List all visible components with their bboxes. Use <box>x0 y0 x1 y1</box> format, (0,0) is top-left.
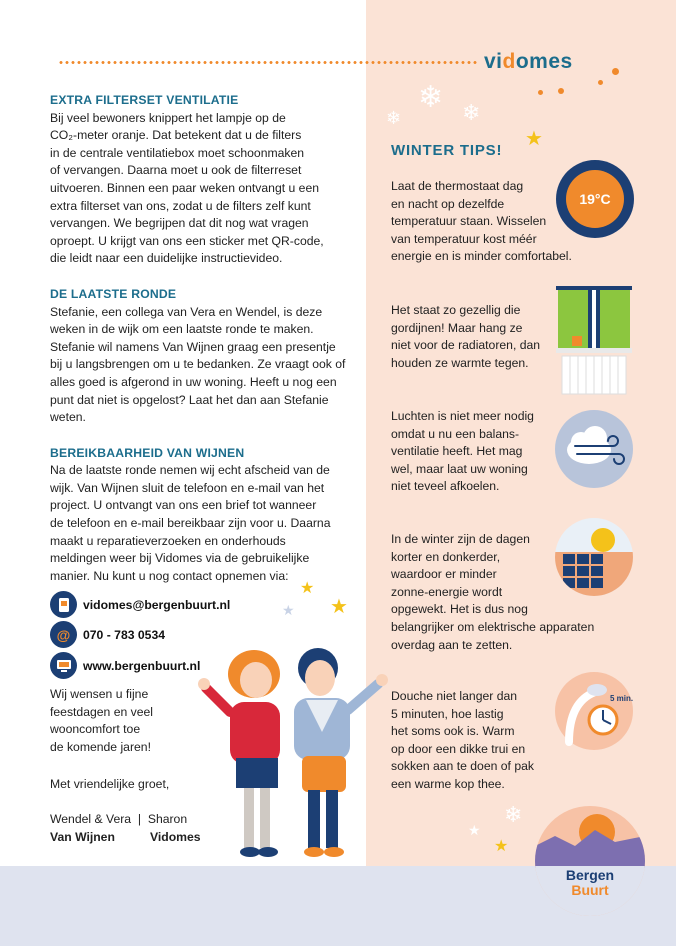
text-line: bij u langsbrengen om u te bedanken. Ze vraagt ook of <box>50 357 346 372</box>
text-line: een warme kop thee. <box>391 776 505 791</box>
text-line: en nacht op dezelfde <box>391 196 505 211</box>
text-line: niet voor de radiatoren, dan <box>391 338 541 353</box>
text-line: alles goed is afgerond in uw woning. Heeft u nog een <box>50 374 337 389</box>
text-line: punt dat niet is opgelost? Laat het dan aan Stefanie <box>50 392 329 407</box>
signature <box>50 811 201 846</box>
star-icon: ★ <box>525 128 543 150</box>
dotted-divider <box>58 61 478 64</box>
tip-thermostat <box>391 178 572 266</box>
tip-curtains <box>391 302 540 372</box>
separator: | <box>137 812 142 826</box>
section-body <box>50 110 360 268</box>
website-link[interactable]: www.bergenbuurt.nl <box>83 658 201 673</box>
text-line: zonne-energie wordt <box>391 584 503 599</box>
text-line: de telefoon en e-mail bereikbaar zijn voor u. Daarna <box>50 516 331 531</box>
text-line: ventilatie heeft. Het mag <box>391 444 523 459</box>
text-line: Douche niet langer dan <box>391 689 518 703</box>
phone-number[interactable]: 070 - 783 0534 <box>83 627 165 642</box>
text-line: belangrijker om elektrische apparaten <box>391 619 595 634</box>
text-line: korter en donkerder, <box>391 549 501 564</box>
text-line: feestdagen en veel <box>50 704 153 719</box>
decor-dot <box>612 68 619 75</box>
text-line: oproept. U krijgt van ons een sticker met QR-code, <box>50 233 324 248</box>
text-line: wel, maar laat uw woning <box>391 461 528 476</box>
text-line: project. U ontvangt van ons een brief tot wanneer <box>50 498 317 513</box>
monitor-icon <box>50 652 77 679</box>
text-line: Luchten is niet meer nodig <box>391 409 534 423</box>
tip-shower <box>391 688 534 794</box>
snowflake-icon: ❄ <box>386 108 402 128</box>
text-line: de komende jaren! <box>50 739 151 754</box>
section-title: DE LAATSTE RONDE <box>50 286 177 301</box>
text-line: Stefanie, een collega van Vera en Wendel, is deze <box>50 304 323 319</box>
text-line: in de centrale ventilatiebox moet schoonmaken <box>50 145 305 160</box>
badge-line-1: Bergen <box>565 867 615 883</box>
text-line: houden ze warmte tegen. <box>391 355 529 370</box>
text-line: In de winter zijn de dagen <box>391 532 530 546</box>
text-line: sokken aan te doen of pak <box>391 759 534 774</box>
text-line: energie en is minder comfortabel. <box>391 249 572 264</box>
star-icon: ★ <box>494 838 509 855</box>
text-line: op door een dikke trui en <box>391 741 526 756</box>
text-line: extra filterset van ons, zodat u de filters zelf kunt <box>50 198 311 213</box>
text-line: opgewekt. Het is dus nog <box>391 602 528 617</box>
badge-line-2: Buurt <box>571 882 609 898</box>
text-line: wooncomfort toe <box>50 722 141 737</box>
text-line: Na de laatste ronde nemen wij echt afscheid van de <box>50 463 330 478</box>
text-line: Laat de thermostaat dag <box>391 179 524 193</box>
contact-email[interactable] <box>50 591 230 618</box>
text-line: van temperatuur kost méér <box>391 231 537 246</box>
signature-names: Sharon <box>147 812 188 826</box>
text-line: omdat u nu een balans- <box>391 426 520 441</box>
snowflake-icon: ❄ <box>504 802 523 827</box>
text-line: temperatuur staan. Wisselen <box>391 214 547 229</box>
wind-icon <box>555 410 633 488</box>
text-line: weten. <box>50 410 86 425</box>
text-line: weken in de wijk om een laatste ronde te maken. <box>50 322 314 337</box>
curtains-radiator-icon <box>554 284 634 396</box>
text-line: waardoor er minder <box>391 567 497 582</box>
star-icon: ★ <box>282 602 295 618</box>
left-column <box>50 92 360 603</box>
text-line: Het staat zo gezellig die <box>391 303 521 317</box>
signature-org: Vidomes <box>150 829 201 844</box>
text-line: 5 minuten, hoe lastig <box>391 706 504 721</box>
section-body <box>50 304 360 427</box>
rooftops-illustration <box>535 806 645 916</box>
star-icon: ★ <box>300 580 315 597</box>
closing-wish <box>50 686 153 756</box>
greeting: Met vriendelijke groet, <box>50 777 170 791</box>
characters-illustration <box>196 640 392 870</box>
decor-dot <box>558 88 564 94</box>
text-line: het soms ook is. Warm <box>391 724 515 739</box>
text-line: Stefanie wil namens Van Wijnen graag een presentje <box>50 339 336 354</box>
shower-timer-icon <box>555 672 633 750</box>
contact-web[interactable] <box>50 652 200 679</box>
signature-names: Wendel & Vera <box>50 812 132 826</box>
text-line: Bij veel bewoners knippert het lampje op de <box>50 110 286 125</box>
text-line: uitvoeren. Binnen een paar weken ontvangt u een <box>50 180 319 195</box>
text-line: manier. Nu kunt u nog contact opnemen via: <box>50 568 289 583</box>
text-line: gordijnen! Maar hang ze <box>391 320 523 335</box>
text-line: meldingen weer bij Vidomes via de gebruikelijke <box>50 551 310 566</box>
text-line: Wij wensen u fijne <box>50 687 149 701</box>
snowflake-icon: ❄ <box>418 81 444 114</box>
vidomes-logo: vidomes <box>484 50 573 73</box>
text-line: die leidt naar een duidelijke instructievideo. <box>50 251 283 266</box>
signature-org: Van Wijnen <box>50 829 115 844</box>
text-line: of vervangen. Daarna moet u ook de filterreset <box>50 163 302 178</box>
thermostat-icon <box>556 160 634 238</box>
email-icon <box>50 591 77 618</box>
tips-title: WINTER TIPS! <box>391 142 503 159</box>
star-icon: ★ <box>468 822 481 838</box>
tip-ventilation <box>391 408 534 496</box>
decor-dot <box>598 80 603 85</box>
text-line: vervangen. We begrijpen dat dit nog wat vragen <box>50 216 309 231</box>
section-title: BEREIKBAARHEID VAN WIJNEN <box>50 445 245 460</box>
section-body <box>50 462 360 585</box>
contact-phone[interactable] <box>50 621 165 648</box>
thermostat-value: 19°C <box>566 170 624 228</box>
snowflake-icon: ❄ <box>462 100 481 125</box>
bergen-buurt-badge <box>535 806 645 916</box>
solar-panel-icon <box>555 518 633 596</box>
decor-dot <box>538 90 543 95</box>
section-title: EXTRA FILTERSET VENTILATIE <box>50 93 239 107</box>
text-line: niet teveel afkoelen. <box>391 479 500 494</box>
text-line: wijk. Van Wijnen sluit de telefoon en e-mail van het <box>50 480 325 495</box>
email-link[interactable]: vidomes@bergenbuurt.nl <box>83 597 231 612</box>
timer-label: 5 min. <box>610 694 634 703</box>
text-line: CO₂-meter oranje. Dat betekent dat u de filters <box>50 128 302 143</box>
star-icon: ★ <box>330 596 348 618</box>
text-line: maakt u reparatieverzoeken en onderhouds <box>50 533 286 548</box>
text-line: overdag aan te zetten. <box>391 637 513 652</box>
at-sign-icon: @ <box>50 621 77 648</box>
